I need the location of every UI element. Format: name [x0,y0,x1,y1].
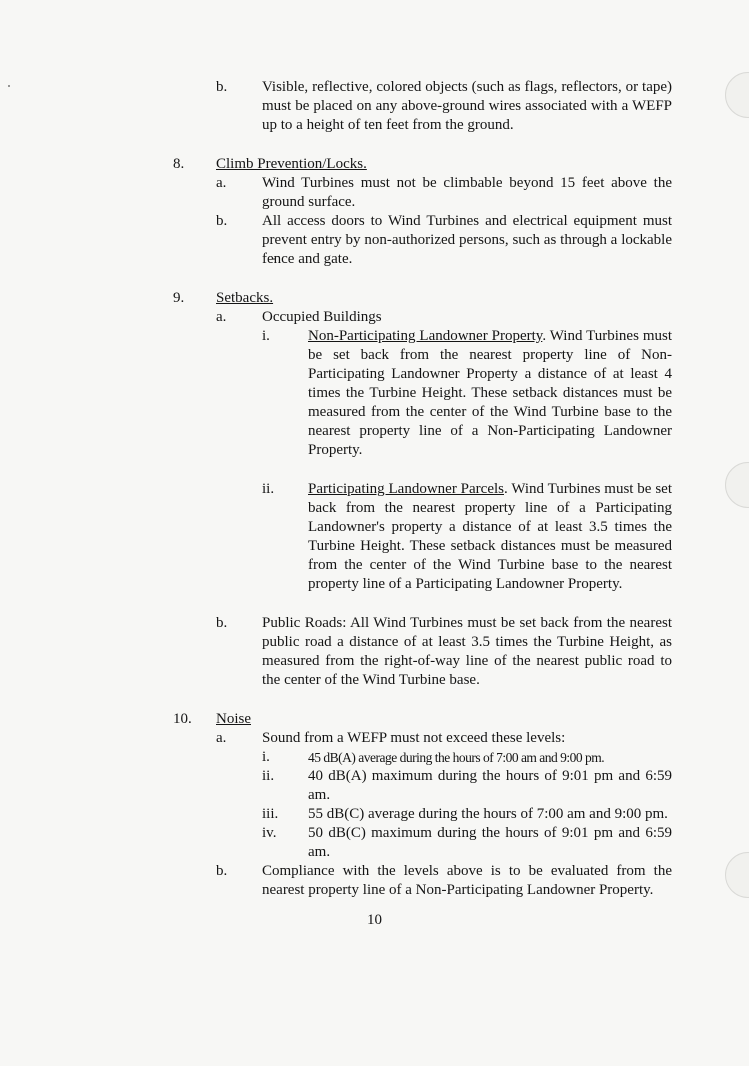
paragraph-title: Non-Participating Landowner Property [308,328,543,344]
paragraph: Visible, reflective, colored objects (such as flags, reflectors, or tape) must be placed on any above-ground wires associated with a WEFP up to a height of ten feet from the ground. [262,79,672,133]
noise-level-line: 55 dB(C) average during the hours of 7:00 am and 9:00 pm. [308,806,668,822]
section-heading: Noise [216,711,251,727]
item-numeral: iv. [262,825,277,841]
section-number: 9. [173,290,185,306]
noise-level-line: 45 dB(A) average during the hours of 7:00 am and 9:00 pm. [308,750,605,765]
punch-hole-mark [725,852,749,898]
section-number: 8. [173,156,185,172]
subheading: Occupied Buildings [262,309,382,325]
item-letter: b. [216,213,228,229]
noise-level-line: 40 dB(A) maximum during the hours of 9:01 pm and 6:59 am. [308,768,672,803]
item-numeral: i. [262,328,270,344]
section-heading: Climb Prevention/Locks. [216,156,367,172]
paragraph: All access doors to Wind Turbines and electrical equipment must prevent entry by non-authorized persons, such as through a lockable fence and gate. [262,213,672,267]
item-letter: b. [216,79,228,95]
item-letter: a. [216,730,227,746]
item-letter: a. [216,175,227,191]
item-letter: b. [216,863,228,879]
speck [8,85,10,87]
paragraph: Public Roads: All Wind Turbines must be set back from the nearest public road a distance of at least 3.5 times the Turbine Height, as measured from the right-of-way line of the nearest public road to the center of the Wind Turbine base. [262,615,672,688]
item-numeral: ii. [262,768,275,784]
punch-hole-mark [725,72,749,118]
noise-level-line: 50 dB(C) maximum during the hours of 9:01 pm and 6:59 am. [308,825,672,860]
item-letter: a. [216,309,227,325]
section-heading: Setbacks. [216,290,274,306]
item-numeral: iii. [262,806,279,822]
paragraph-body: . Wind Turbines must be set back from the nearest property line of Non-Participating Landowner Property a distance of at least 4 times the Turbine Height. These setback distances must be measured from the center of the Wind Turbine base to the nearest property line of a Non-Participating Landowner Property. [308,328,673,458]
paragraph [308,480,672,594]
page-number: 10 [367,912,382,928]
paragraph-body: . Wind Turbines must be set back from the nearest property line of a Participating Landowner's property a distance of at least 3.5 times the Turbine Height. These setback distances must be measured from the center of the Wind Turbine base to the nearest property line of a Participating Landowner Property. [308,481,672,592]
paragraph: Sound from a WEFP must not exceed these levels: [262,730,566,746]
item-letter: b. [216,615,228,631]
section-number: 10. [173,711,192,727]
paragraph: Compliance with the levels above is to be evaluated from the nearest property line of a Non-Participating Landowner Property. [262,863,672,898]
punch-hole-mark [725,462,749,508]
paragraph-title: Participating Landowner Parcels [308,481,504,497]
paragraph: Wind Turbines must not be climbable beyond 15 feet above the ground surface. [262,175,672,210]
item-numeral: i. [262,749,270,765]
paragraph [308,327,672,460]
item-numeral: ii. [262,481,275,497]
